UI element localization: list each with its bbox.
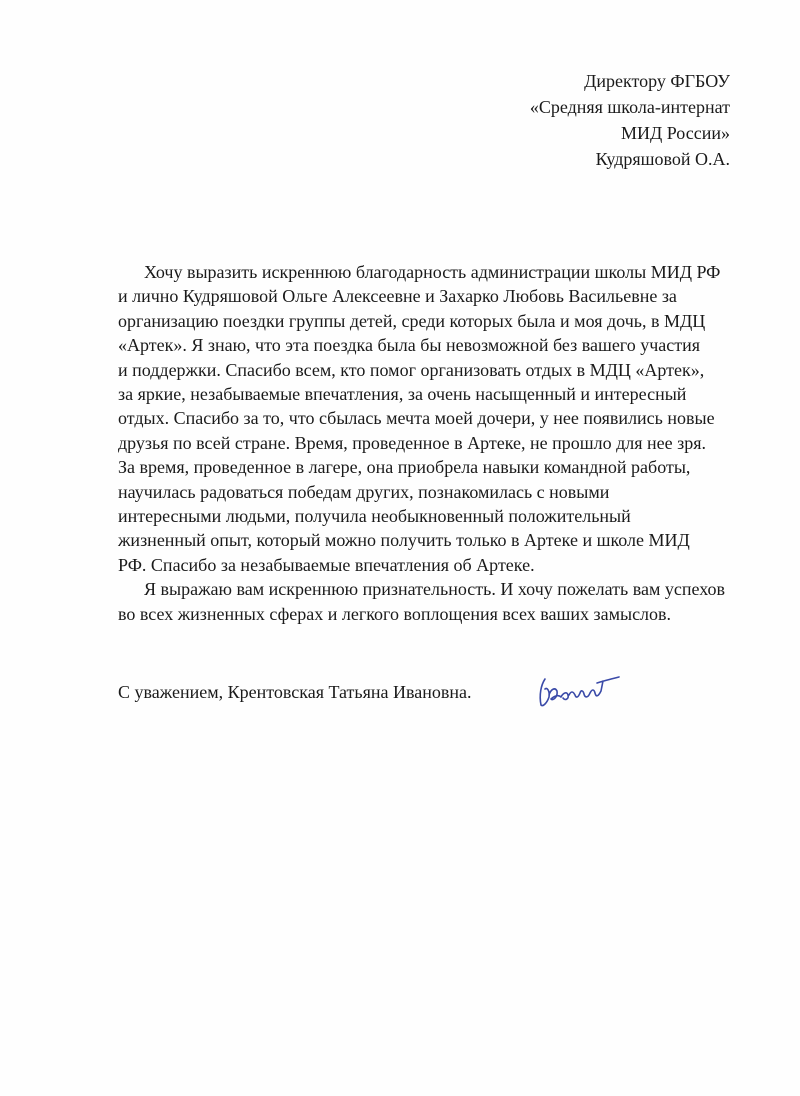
paragraph-line: интересными людьми, получила необыкновенный положительный	[118, 506, 631, 527]
paragraph-line: отдых. Спасибо за то, что сбылась мечта моей дочери, у нее появились новые	[118, 408, 715, 429]
paragraph-2	[118, 577, 748, 626]
paragraph-line: друзья по всей стране. Время, проведенное в Артеке, не прошло для нее зря.	[118, 432, 707, 453]
paragraph-line: во всех жизненных сферах и легкого воплощения всех ваших замыслов.	[118, 603, 672, 624]
addressee-line-4: Кудряшовой О.А.	[595, 149, 730, 169]
addressee-line-1: Директору ФГБОУ	[584, 71, 730, 91]
paragraph-line: Хочу выразить искреннюю благодарность администрации школы МИД РФ	[144, 262, 721, 282]
paragraph-line: за яркие, незабываемые впечатления, за очень насыщенный и интересный	[118, 384, 687, 405]
letter-body	[118, 260, 748, 626]
paragraph-line: За время, проведенное в лагере, она приобрела навыки командной работы,	[118, 457, 691, 478]
paragraph-line: РФ. Спасибо за незабываемые впечатления об Артеке.	[118, 554, 535, 575]
handwritten-signature	[535, 665, 625, 715]
paragraph-line: организацию поездки группы детей, среди которых была и моя дочь, в МДЦ	[118, 310, 706, 331]
paragraph-line: «Артек». Я знаю, что эта поездка была бы невозможной без вашего участия	[118, 335, 701, 356]
addressee-block	[530, 68, 730, 172]
paragraph-line: и лично Кудряшовой Ольге Алексеевне и Захарко Любовь Васильевне за	[118, 286, 677, 307]
paragraph-line: Я выражаю вам искреннюю признательность. И хочу пожелать вам успехов	[144, 579, 726, 600]
addressee-line-2: «Средняя школа-интернат	[529, 97, 730, 117]
paragraph-1	[118, 260, 748, 577]
paragraph-line: научилась радоваться победам других, познакомилась с новыми	[118, 481, 610, 502]
closing-signoff: С уважением, Крентовская Татьяна Ивановна.	[118, 682, 472, 702]
paragraph-line: жизненный опыт, который можно получить только в Артеке и школе МИД	[118, 530, 690, 551]
paragraph-line: и поддержки. Спасибо всем, кто помог организовать отдых в МДЦ «Артек»,	[118, 359, 705, 380]
addressee-line-3: МИД России»	[620, 123, 730, 143]
